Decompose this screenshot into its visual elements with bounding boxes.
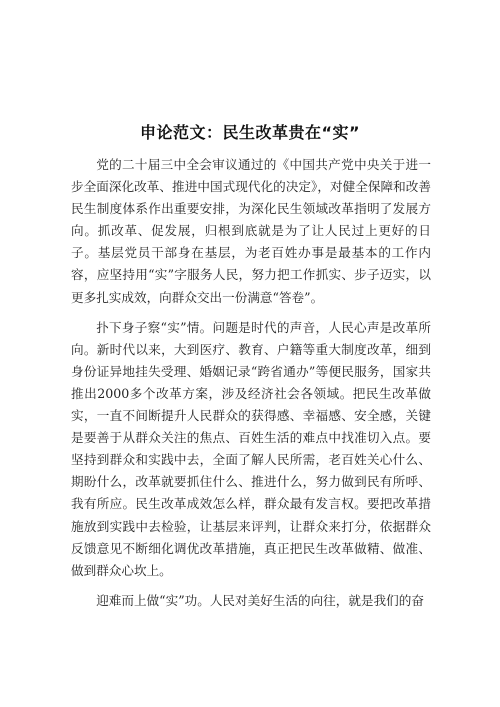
page-title: 申论范文：民生改革贵在“实”	[139, 123, 361, 142]
paragraph: 党的二十届三中全会审议通过的《中国共产党中央关于进一步全面深化改革、推进中国式现代化的决定》，对健全保障和改善民生制度体系作出重要安排，为深化民生领域改革指明了发展方向。抓改革、促发展，归根到底就是为了让人民过上更好的日子。基层党员干部身在基层，为老百姓办事是最基本的工作内容，应坚持用“实”字服务人民，努力把工作抓实、步子迈实，以更多扎实成效，向群众交出一份满意“答卷”。	[71, 157, 431, 305]
document-body	[71, 154, 431, 620]
paragraph: 扑下身子察“实”情。问题是时代的声音，人民心声是改革所向。新时代以来，大到医疗、教育、户籍等重大制度改革，细到身份证异地挂失受理、婚姻记录“跨省通办”等便民服务，国家共推出2000多个改革方案，涉及经济社会各领域。把民生改革做实，一直不间断提升人民群众的获得感、幸福感、安全感，关键是要善于从群众关注的焦点、百姓生活的难点中找准切入点。要坚持到群众和实践中去，全面了解人民所需，老百姓关心什么、期盼什么，改革就要抓住什么、推进什么，努力做到民有所呼、我有所应。民生改革成效怎么样，群众最有发言权。要把改革措施放到实践中去检验，让基层来评判，让群众来打分，依据群众反馈意见不断细化调优改革措施，真正把民生改革做精、做准、做到群众心坎上。	[71, 319, 431, 578]
paragraph: 迎难而上做“实”功。人民对美好生活的向往，就是我们的奋	[96, 592, 424, 608]
